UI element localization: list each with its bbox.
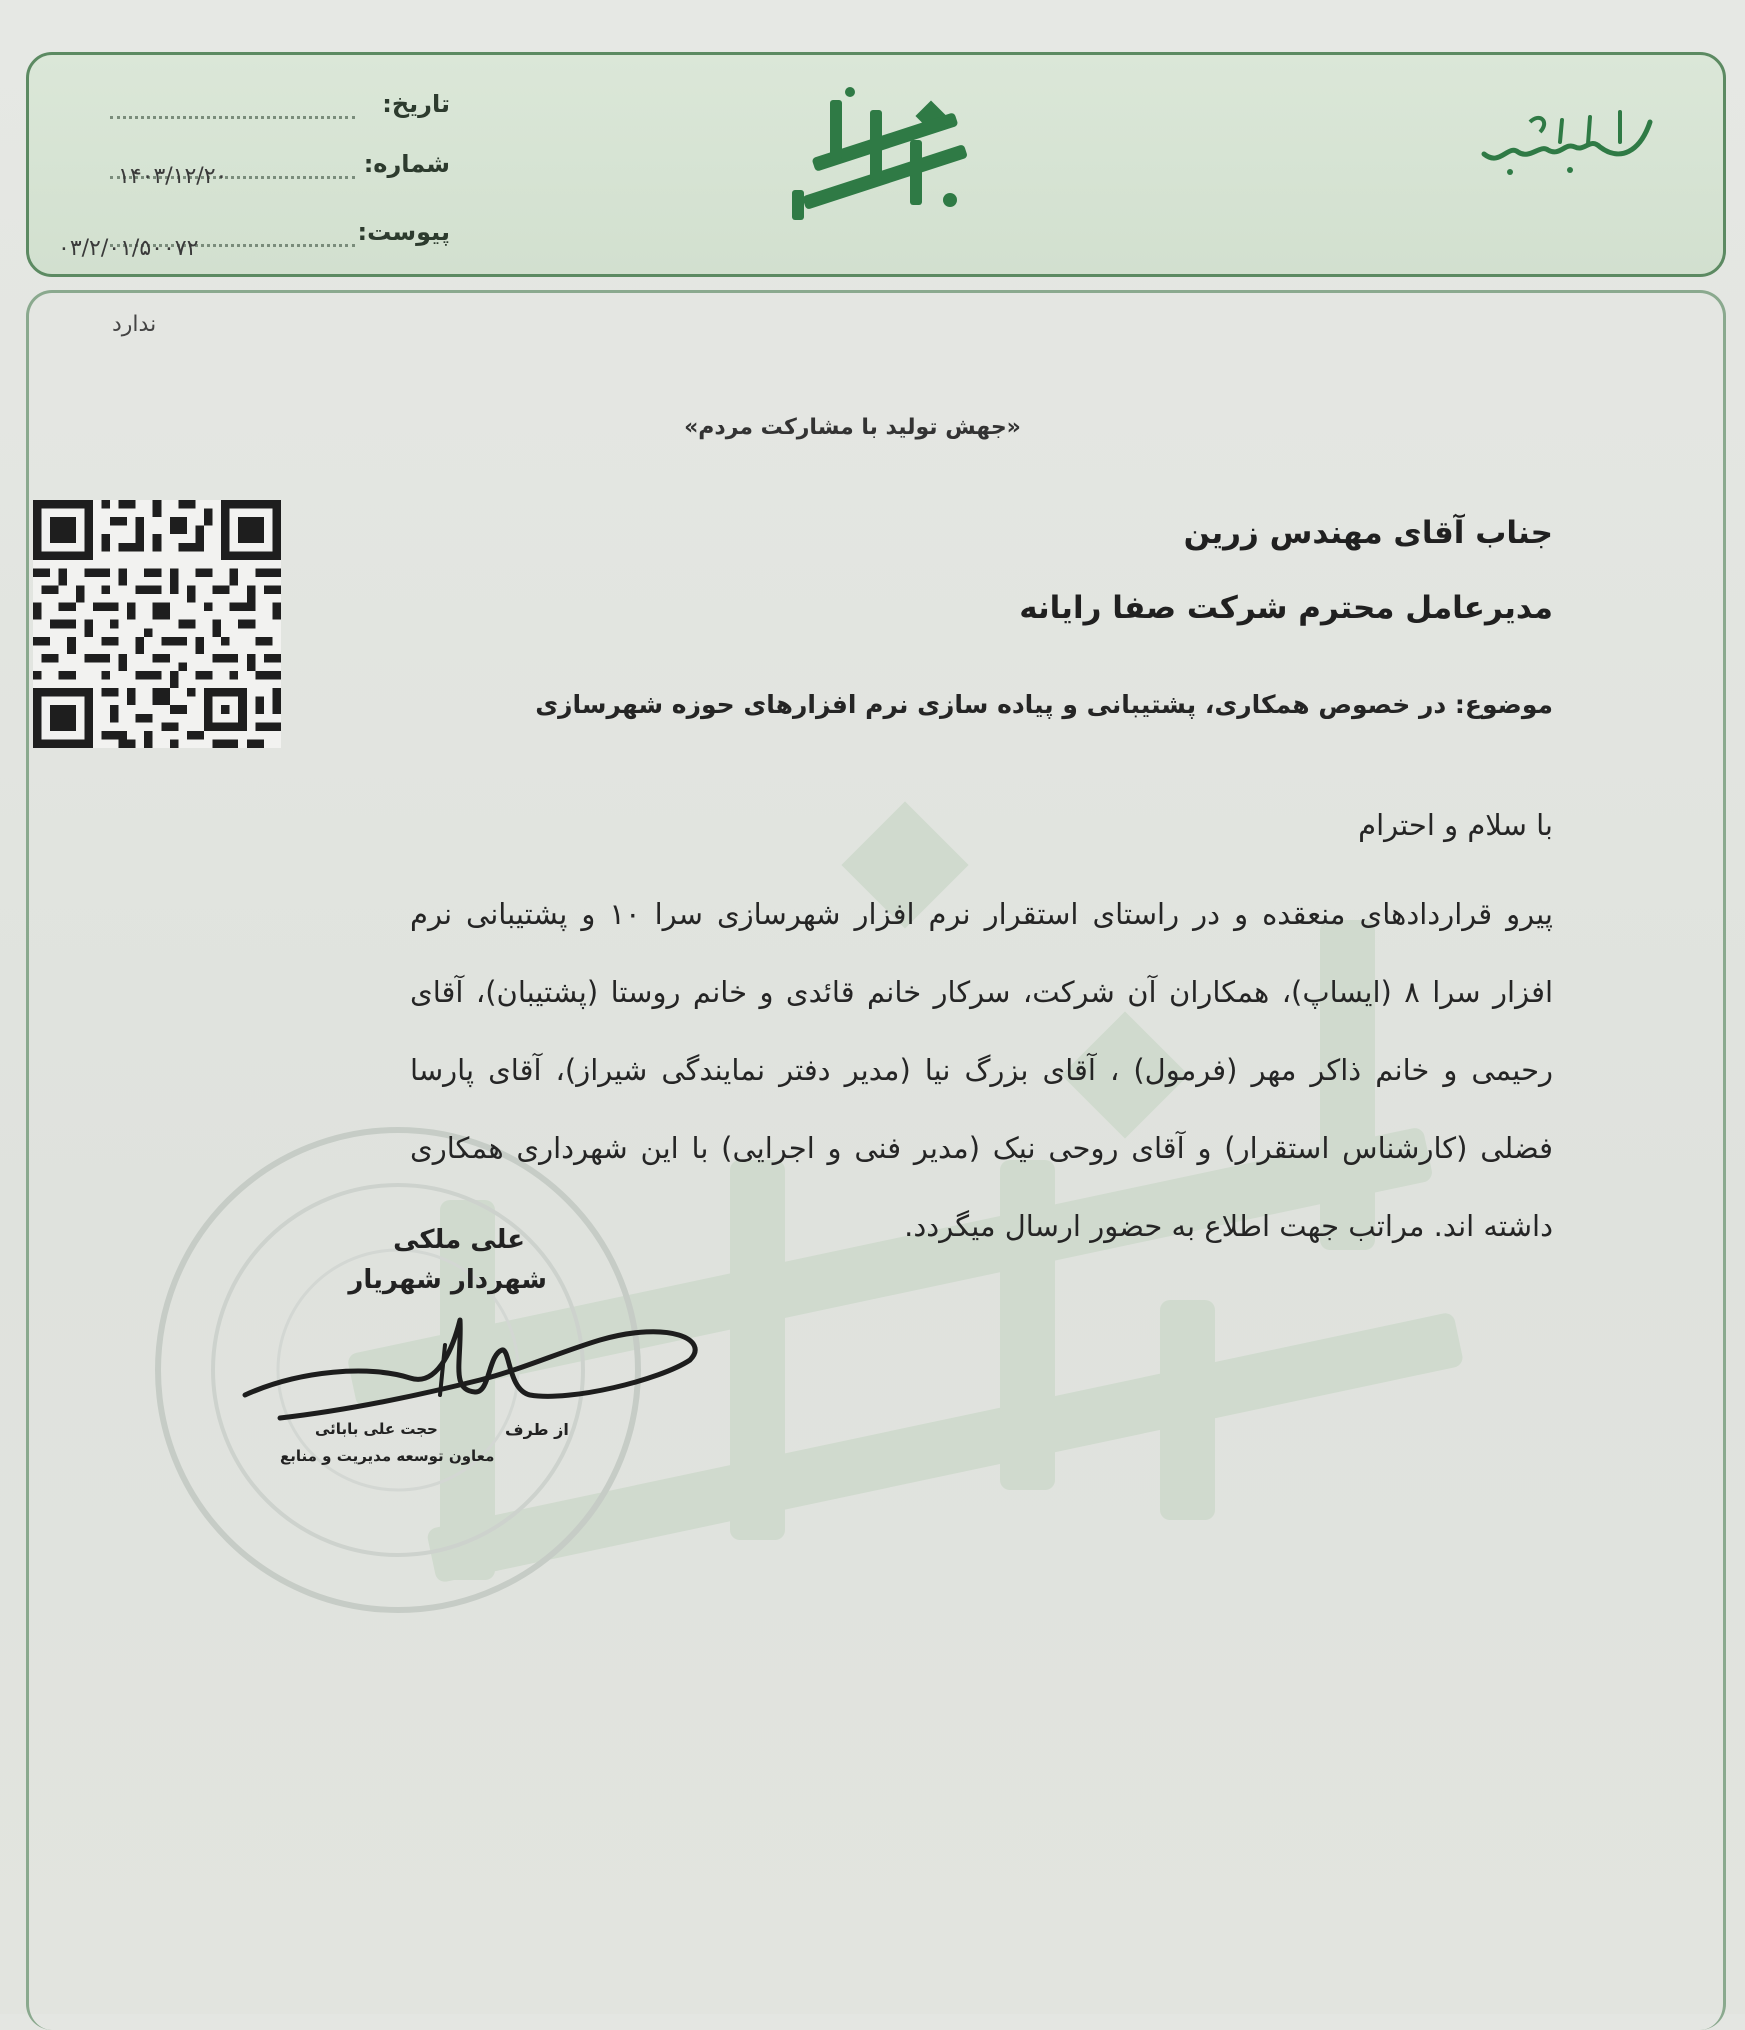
recipient-title: مدیرعامل محترم شرکت صفا رایانه (1019, 590, 1553, 626)
signatory-title: شهردار شهریار (348, 1265, 547, 1295)
letter-body-paragraph: پیرو قراردادهای منعقده و در راستای استقرار نرم افزار شهرسازی سرا ۱۰ و پشتیبانی نرم افزار سرا ۸ (ایساپ)، همکاران آن شرکت، سرکار خانم قائدی و خانم روستا (پشتیبان)، آقای رحیمی و خانم ذاکر مهر (فرمول) ، آقای بزرگ نیا (مدیر دفتر نمایندگی شیراز)، آقای پارسا فضلی (کارشناس استقرار) و آقای روحی نیک (مدیر فنی و اجرایی) با این شهرداری همکاری داشته اند. مراتب جهت اطلاع به حضور ارسال میگردد. (410, 897, 1553, 1243)
number-label: شماره: (363, 150, 450, 178)
subject-line: موضوع: در خصوص همکاری، پشتیبانی و پیاده سازی نرم افزارهای حوزه شهرسازی (535, 690, 1553, 719)
date-label: تاریخ: (382, 90, 450, 118)
basmala-calligraphy (1470, 92, 1660, 182)
attachment-field (50, 218, 450, 261)
from-label: از طرف (505, 1420, 569, 1439)
deputy-role: معاون توسعه مدیریت و منابع (280, 1447, 495, 1465)
date-dots (110, 116, 355, 119)
number-field (50, 150, 450, 190)
attachment-label: پیوست: (357, 218, 450, 246)
handwritten-signature (240, 1300, 700, 1430)
municipality-emblem (770, 80, 1000, 230)
recipient-name: جناب آقای مهندس زرین (1183, 515, 1553, 551)
date-field (50, 90, 450, 130)
attachment-note: ندارد (112, 312, 157, 337)
signatory-name: علی ملکی (393, 1225, 525, 1255)
number-value: ۱۴۰۳/۱۲/۲۰ (118, 164, 228, 189)
attachment-value: ۰۳/۲/۰۱/۵۰۰۷۲ (58, 236, 199, 261)
greeting: با سلام و احترام (1358, 808, 1553, 842)
slogan: «جهش تولید با مشارکت مردم» (684, 415, 1021, 440)
deputy-name: حجت علی بابائی (315, 1420, 438, 1438)
